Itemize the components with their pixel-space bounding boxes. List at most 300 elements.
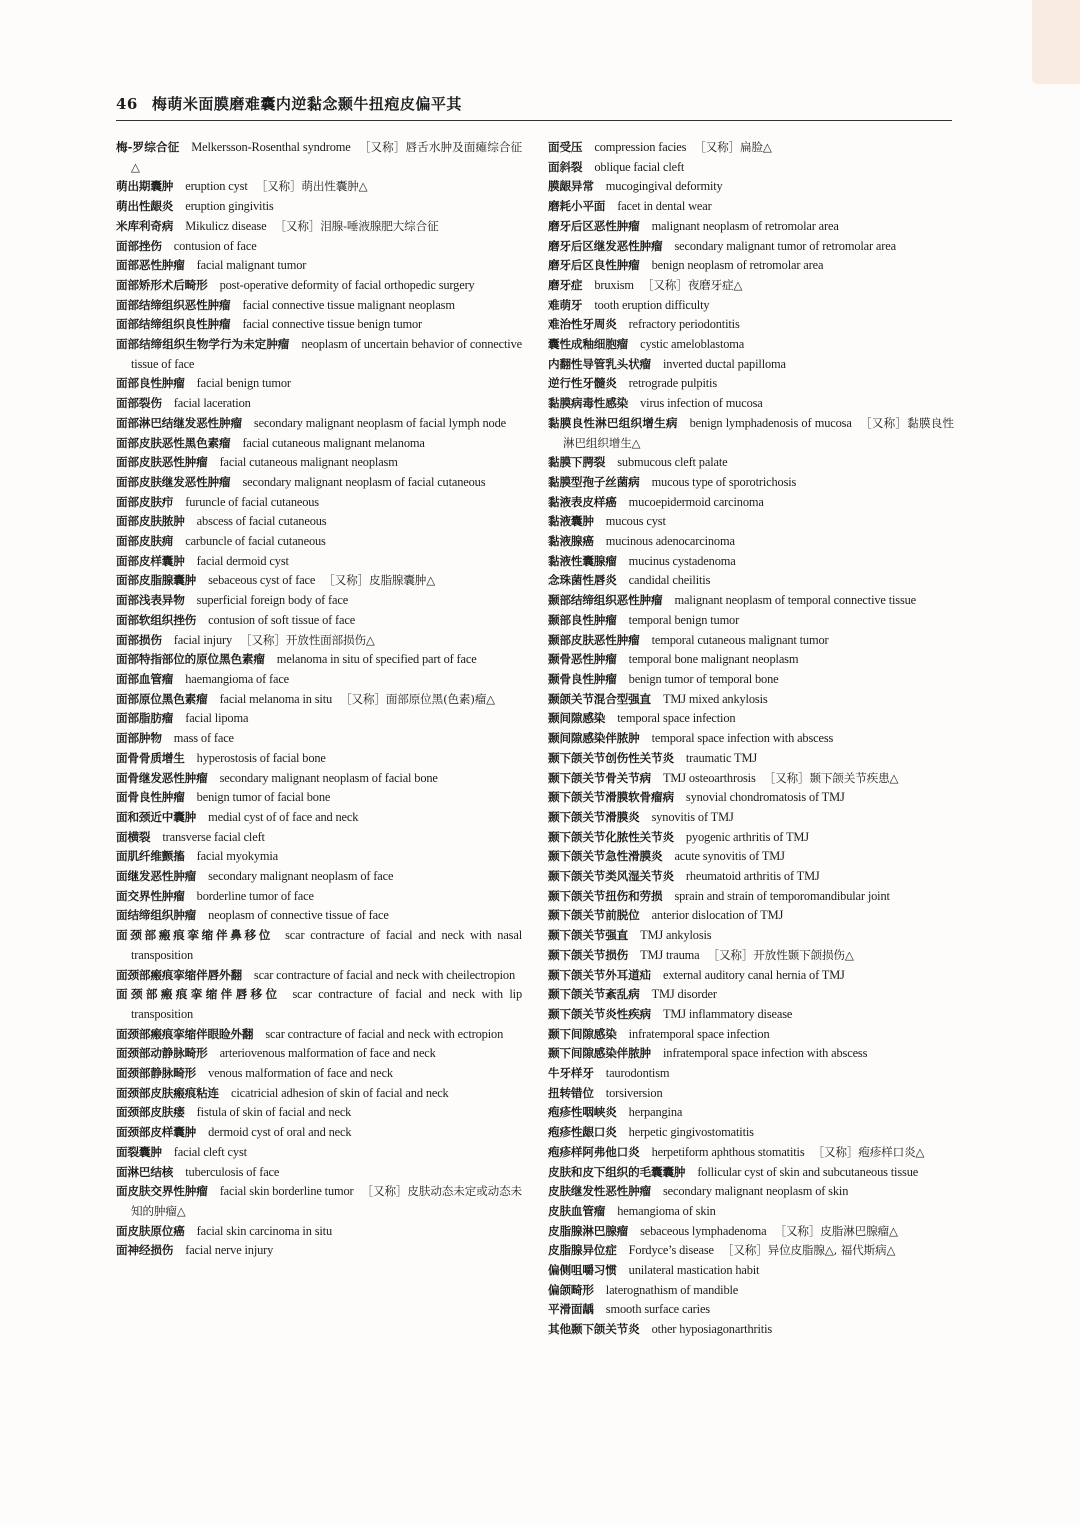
page-number: 46 (116, 95, 138, 113)
glossary-entry (548, 217, 954, 237)
glossary-entry (548, 1123, 954, 1143)
term-chinese: 颞颌关节混合型强直 (548, 691, 651, 706)
term-chinese: 皮肤和皮下组织的毛囊囊肿 (548, 1164, 686, 1179)
term-english: dermoid cyst of oral and neck (208, 1125, 352, 1140)
term-chinese: 磨牙后区恶性肿瘤 (548, 218, 640, 233)
glossary-entry (548, 1044, 954, 1064)
term-english: secondary malignant neoplasm of facial lymph node (253, 415, 506, 430)
term-chinese: 面颈部瘢痕挛缩伴唇移位 (116, 987, 281, 1002)
glossary-entry (548, 1163, 954, 1183)
term-english: facial injury (173, 632, 233, 647)
term-chinese: 磨耗小平面 (548, 199, 606, 214)
term-english: Fordyce’s disease (628, 1243, 714, 1258)
glossary-entry (548, 847, 954, 867)
term-english: facial connective tissue benign tumor (242, 317, 423, 332)
term-chinese: 颞下颌关节类风湿关节炎 (548, 869, 674, 884)
glossary-entry (116, 453, 522, 473)
term-chinese: 囊性成釉细胞瘤 (548, 337, 629, 352)
glossary-entry (116, 1103, 522, 1123)
glossary-entry (548, 1281, 954, 1301)
term-chinese: 膜龈异常 (548, 179, 594, 194)
term-english: TMJ osteoarthrosis (663, 770, 756, 785)
glossary-entry (116, 788, 522, 808)
term-english: facet in dental wear (617, 199, 712, 214)
term-english: facial skin borderline tumor (219, 1184, 354, 1199)
term-english: infratemporal space infection with abscess (663, 1046, 868, 1061)
term-chinese: 扭转错位 (548, 1085, 594, 1100)
glossary-entry (548, 591, 954, 611)
term-chinese: 颞部结缔组织恶性肿瘤 (548, 593, 663, 608)
term-chinese: 萌出期囊肿 (116, 179, 174, 194)
term-english: temporal space infection with abscess (651, 731, 834, 746)
glossary-entry (116, 1241, 522, 1261)
glossary-entry (116, 828, 522, 848)
term-chinese: 疱疹样阿弗他口炎 (548, 1144, 640, 1159)
term-english: torsiversion (605, 1085, 663, 1100)
term-english: tuberculosis of face (185, 1164, 280, 1179)
term-english: facial dermoid cyst (196, 553, 289, 568)
term-alias-note: ［又称］开放性面部损伤△ (240, 632, 375, 647)
glossary-entry (548, 926, 954, 946)
term-english: virus infection of mucosa (640, 396, 763, 411)
running-title: 梅萌米面膜磨难囊内逆黏念颞牛扭疱皮偏平其 (151, 95, 462, 113)
term-chinese: 颞下颌关节创伤性关节炎 (548, 750, 674, 765)
glossary-entry (116, 1182, 522, 1221)
term-chinese: 逆行性牙髓炎 (548, 376, 617, 391)
term-chinese: 黏膜良性淋巴组织增生病 (548, 415, 678, 430)
glossary-entry (548, 532, 954, 552)
term-chinese: 面淋巴结核 (116, 1164, 174, 1179)
term-english: TMJ inflammatory disease (663, 1006, 793, 1021)
glossary-entry (548, 1064, 954, 1084)
glossary-entry (116, 709, 522, 729)
term-english: sebaceous cyst of face (208, 573, 316, 588)
term-english: superficial foreign body of face (196, 593, 349, 608)
glossary-entry (548, 709, 954, 729)
term-english: facial laceration (173, 396, 251, 411)
glossary-entry (116, 414, 522, 434)
glossary-entry (116, 434, 522, 454)
glossary-entry (548, 749, 954, 769)
glossary-entry (548, 197, 954, 217)
term-chinese: 难治性牙周炎 (548, 317, 617, 332)
term-chinese: 面部挫伤 (116, 238, 162, 253)
term-english: facial myokymia (196, 849, 279, 864)
glossary-entry (116, 1084, 522, 1104)
term-chinese: 面部皮肤疖 (116, 494, 174, 509)
glossary-entry (116, 374, 522, 394)
term-chinese: 面骨良性肿瘤 (116, 790, 185, 805)
glossary-entry (116, 493, 522, 513)
term-chinese: 面皮肤交界性肿瘤 (116, 1184, 208, 1199)
term-chinese: 面部原位黑色素瘤 (116, 691, 208, 706)
term-english: borderline tumor of face (196, 888, 314, 903)
term-chinese: 面部浅表异物 (116, 593, 185, 608)
term-chinese: 面骨继发恶性肿瘤 (116, 770, 208, 785)
term-english: mucinus cystadenoma (628, 553, 736, 568)
glossary-entry (548, 1103, 954, 1123)
term-english: mass of face (173, 731, 234, 746)
glossary-entry (548, 473, 954, 493)
term-english: facial melanoma in situ (219, 691, 333, 706)
term-chinese: 面颈部皮样囊肿 (116, 1125, 197, 1140)
term-chinese: 面部裂伤 (116, 396, 162, 411)
term-english: neoplasm of uncertain behavior of connective tissue of face (131, 337, 522, 371)
term-english: tooth eruption difficulty (594, 297, 710, 312)
term-english: scar contracture of facial and neck with ectropion (265, 1026, 504, 1041)
glossary-entry (548, 414, 954, 453)
term-chinese: 面部肿物 (116, 731, 162, 746)
corner-tab-decoration (1032, 0, 1080, 84)
term-english: medial cyst of of face and neck (208, 809, 359, 824)
term-english: oblique facial cleft (594, 159, 685, 174)
term-chinese: 面部皮肤恶性黑色素瘤 (116, 435, 231, 450)
term-chinese: 皮脂腺异位症 (548, 1243, 617, 1258)
term-english: refractory periodontitis (628, 317, 740, 332)
term-chinese: 面部结缔组织生物学行为未定肿瘤 (116, 337, 290, 352)
term-english: scar contracture of facial and neck with cheilectropion (253, 967, 516, 982)
term-alias-note: ［又称］泪腺-唾液腺肥大综合征 (274, 218, 439, 233)
term-english: rheumatoid arthritis of TMJ (685, 869, 820, 884)
term-chinese: 颞下颌关节化脓性关节炎 (548, 829, 674, 844)
term-chinese: 颞下颌关节扭伤和劳损 (548, 888, 663, 903)
term-chinese: 黏液囊肿 (548, 514, 594, 529)
glossary-entry (116, 650, 522, 670)
glossary-entry (548, 315, 954, 335)
term-english: eruption gingivitis (185, 199, 274, 214)
term-chinese: 颞间隙感染 (548, 711, 606, 726)
term-english: benign tumor of temporal bone (628, 671, 779, 686)
term-english: secondary malignant tumor of retromolar area (674, 238, 896, 253)
term-chinese: 颞部良性肿瘤 (548, 612, 617, 627)
term-english: temporal space infection (617, 711, 736, 726)
term-english: Mikulicz disease (185, 218, 267, 233)
term-english: follicular cyst of skin and subcutaneous tissue (697, 1164, 919, 1179)
glossary-entry (548, 788, 954, 808)
term-chinese: 面部皮脂腺囊肿 (116, 573, 197, 588)
term-english: TMJ ankylosis (640, 928, 712, 943)
term-english: scar contracture of facial and neck with nasal transposition (131, 928, 522, 962)
term-english: benign lymphadenosis of mucosa (689, 415, 852, 430)
glossary-entry (116, 729, 522, 749)
term-chinese: 面颈部静脉畸形 (116, 1066, 197, 1081)
glossary-entry (116, 571, 522, 591)
term-chinese: 面部软组织挫伤 (116, 612, 197, 627)
glossary-entry (548, 158, 954, 178)
term-english: transverse facial cleft (162, 829, 265, 844)
glossary-entry (116, 237, 522, 257)
glossary-entry (548, 552, 954, 572)
term-english: cystic ameloblastoma (640, 337, 745, 352)
term-english: secondary malignant neoplasm of face (208, 869, 394, 884)
glossary-entry (116, 985, 522, 1024)
term-english: hyperostosis of facial bone (196, 750, 326, 765)
term-chinese: 颞下颌关节炎性疾病 (548, 1006, 651, 1021)
term-english: arteriovenous malformation of face and neck (219, 1046, 436, 1061)
term-chinese: 面颈部瘢痕挛缩伴鼻移位 (116, 928, 274, 943)
term-chinese: 面骨骨质增生 (116, 750, 185, 765)
glossary-entry (116, 296, 522, 316)
term-chinese: 梅-罗综合征 (116, 140, 180, 154)
term-english: herpetiform aphthous stomatitis (651, 1144, 805, 1159)
term-english: facial skin carcinoma in situ (196, 1223, 333, 1238)
glossary-entry (548, 690, 954, 710)
term-chinese: 内翻性导管乳头状瘤 (548, 356, 651, 371)
term-chinese: 米库利奇病 (116, 218, 174, 233)
term-chinese: 颞下颌关节骨关节病 (548, 770, 651, 785)
term-english: benign neoplasm of retromolar area (651, 258, 824, 273)
glossary-entry (548, 611, 954, 631)
term-alias-note: ［又称］萌出性囊肿△ (255, 179, 368, 194)
term-english: facial malignant tumor (196, 258, 307, 273)
glossary-entry (116, 1064, 522, 1084)
term-english: synovitis of TMJ (651, 809, 734, 824)
glossary-entry (116, 966, 522, 986)
term-alias-note: ［又称］夜磨牙症△ (641, 277, 743, 292)
term-english: laterognathism of mandible (605, 1282, 739, 1297)
term-chinese: 萌出性龈炎 (116, 199, 174, 214)
term-chinese: 颞骨良性肿瘤 (548, 671, 617, 686)
term-chinese: 面横裂 (116, 829, 151, 844)
glossary-entry (116, 394, 522, 414)
glossary-entry (116, 335, 522, 374)
glossary-entry (116, 1222, 522, 1242)
glossary-entry (548, 729, 954, 749)
glossary-entry (116, 256, 522, 276)
glossary-entry (548, 1261, 954, 1281)
glossary-entry (116, 690, 522, 710)
term-chinese: 磨牙后区良性肿瘤 (548, 258, 640, 273)
term-alias-note: ［又称］皮肤动态未定或动态未知的肿瘤△ (131, 1184, 522, 1218)
term-english: facial cleft cyst (173, 1144, 247, 1159)
glossary-entry (548, 493, 954, 513)
term-english: submucous cleft palate (617, 455, 728, 470)
term-chinese: 面部结缔组织良性肿瘤 (116, 317, 231, 332)
term-chinese: 面交界性肿瘤 (116, 888, 185, 903)
header-rule (116, 120, 952, 121)
term-english: facial cutaneous malignant neoplasm (219, 455, 398, 470)
glossary-entry (116, 512, 522, 532)
term-english: herpangina (628, 1105, 683, 1120)
term-english: hemangioma of skin (617, 1203, 716, 1218)
term-alias-note: ［又称］皮脂淋巴腺瘤△ (774, 1223, 898, 1238)
term-english: external auditory canal hernia of TMJ (663, 967, 845, 982)
term-english: taurodontism (605, 1066, 670, 1081)
glossary-entry (548, 1241, 954, 1261)
term-chinese: 颞间隙感染伴脓肿 (548, 731, 640, 746)
glossary-entry (548, 571, 954, 591)
term-chinese: 颞下颌关节紊乱病 (548, 987, 640, 1002)
glossary-entry (548, 1202, 954, 1222)
glossary-entry (116, 887, 522, 907)
term-english: Melkersson-Rosenthal syndrome (191, 140, 351, 154)
term-chinese: 颞下间隙感染伴脓肿 (548, 1046, 651, 1061)
term-english: sebaceous lymphadenoma (640, 1223, 767, 1238)
term-alias-note: ［又称］颞下颌关节疾患△ (763, 770, 899, 785)
glossary-entry (548, 256, 954, 276)
term-chinese: 牛牙样牙 (548, 1066, 594, 1081)
term-chinese: 疱疹性龈口炎 (548, 1125, 617, 1140)
term-chinese: 颞下间隙感染 (548, 1026, 617, 1041)
term-chinese: 平滑面龋 (548, 1302, 594, 1317)
glossary-entry (116, 670, 522, 690)
term-english: retrograde pulpitis (628, 376, 718, 391)
glossary-entry (548, 906, 954, 926)
term-chinese: 面皮肤原位癌 (116, 1223, 185, 1238)
glossary-entry (548, 1025, 954, 1045)
term-english: mucous cyst (605, 514, 666, 529)
term-chinese: 颞下颌关节滑膜软骨瘤病 (548, 790, 674, 805)
term-english: mucogingival deformity (605, 179, 723, 194)
term-english: furuncle of facial cutaneous (185, 494, 319, 509)
glossary-entry (548, 867, 954, 887)
term-chinese: 磨牙后区继发恶性肿瘤 (548, 238, 663, 253)
term-english: secondary malignant neoplasm of facial cutaneous (242, 474, 486, 489)
term-chinese: 面部淋巴结继发恶性肿瘤 (116, 415, 242, 430)
term-chinese: 黏膜病毒性感染 (548, 396, 629, 411)
glossary-entry (548, 512, 954, 532)
term-chinese: 面部良性肿瘤 (116, 376, 185, 391)
term-chinese: 面部皮肤痈 (116, 534, 174, 549)
glossary-entry (548, 138, 954, 158)
glossary-entry (116, 1123, 522, 1143)
glossary-entry (116, 808, 522, 828)
term-chinese: 颞下颌关节损伤 (548, 947, 629, 962)
glossary-entry (548, 1300, 954, 1320)
glossary-entry (116, 473, 522, 493)
term-english: contusion of soft tissue of face (208, 612, 356, 627)
term-english: mucous type of sporotrichosis (651, 474, 797, 489)
glossary-entry (548, 769, 954, 789)
term-chinese: 偏侧咀嚼习惯 (548, 1263, 617, 1278)
term-english: benign tumor of facial bone (196, 790, 331, 805)
term-alias-note: ［又称］开放性颞下颌损伤△ (707, 947, 854, 962)
right-column (548, 138, 954, 1340)
term-chinese: 面颈部皮肤瘘 (116, 1105, 185, 1120)
glossary-entry (548, 650, 954, 670)
glossary-entry (116, 926, 522, 965)
term-chinese: 念珠菌性唇炎 (548, 573, 617, 588)
term-english: synovial chondromatosis of TMJ (685, 790, 845, 805)
term-chinese: 面结缔组织肿瘤 (116, 908, 197, 923)
term-english: temporal cutaneous malignant tumor (651, 632, 829, 647)
glossary-entry (548, 828, 954, 848)
term-english: facial benign tumor (196, 376, 291, 391)
term-english: temporal benign tumor (628, 612, 740, 627)
term-english: malignant neoplasm of retromolar area (651, 218, 839, 233)
glossary-entry (116, 1143, 522, 1163)
term-chinese: 面部结缔组织恶性肿瘤 (116, 297, 231, 312)
term-chinese: 面颈部皮肤瘢痕粘连 (116, 1085, 219, 1100)
glossary-entry (548, 296, 954, 316)
glossary-entry (548, 1005, 954, 1025)
glossary-entry (116, 532, 522, 552)
glossary-entry (116, 217, 522, 237)
glossary-entry (548, 1182, 954, 1202)
term-english: unilateral mastication habit (628, 1263, 760, 1278)
glossary-entry (548, 276, 954, 296)
term-english: facial lipoma (185, 711, 249, 726)
term-chinese: 磨牙症 (548, 277, 583, 292)
term-chinese: 颞骨恶性肿瘤 (548, 652, 617, 667)
glossary-entry (548, 374, 954, 394)
term-english: acute synovitis of TMJ (674, 849, 785, 864)
glossary-entry (548, 335, 954, 355)
term-chinese: 面部损伤 (116, 632, 162, 647)
term-english: mucoepidermoid carcinoma (628, 494, 764, 509)
term-alias-note: ［又称］黏膜良性淋巴组织增生△ (563, 415, 954, 450)
glossary-entry (116, 749, 522, 769)
glossary-entry (116, 1025, 522, 1045)
term-english: facial cutaneous malignant melanoma (242, 435, 425, 450)
term-chinese: 黏膜型孢子丝菌病 (548, 474, 640, 489)
glossary-entry (116, 847, 522, 867)
term-english: TMJ trauma (640, 947, 700, 962)
term-english: cicatricial adhesion of skin of facial and neck (231, 1085, 449, 1100)
term-chinese: 面裂囊肿 (116, 1144, 162, 1159)
glossary-entry (548, 808, 954, 828)
term-chinese: 面部皮样囊肿 (116, 553, 185, 568)
glossary-entry (116, 769, 522, 789)
term-chinese: 面受压 (548, 140, 583, 154)
glossary-entry (548, 453, 954, 473)
term-chinese: 黏膜下腭裂 (548, 455, 606, 470)
glossary-entry (116, 552, 522, 572)
term-chinese: 面斜裂 (548, 159, 583, 174)
term-chinese: 皮脂腺淋巴腺瘤 (548, 1223, 629, 1238)
term-english: smooth surface caries (605, 1302, 710, 1317)
term-chinese: 面部脂肪瘤 (116, 711, 174, 726)
term-english: secondary malignant neoplasm of skin (663, 1184, 849, 1199)
term-english: other hyposiagonarthritis (651, 1322, 773, 1337)
term-chinese: 面神经损伤 (116, 1243, 174, 1258)
term-chinese: 面继发恶性肿瘤 (116, 869, 197, 884)
term-english: venous malformation of face and neck (208, 1066, 393, 1081)
term-chinese: 颞下颌关节滑膜炎 (548, 809, 640, 824)
glossary-entry (548, 394, 954, 414)
term-english: pyogenic arthritis of TMJ (685, 829, 809, 844)
term-chinese: 面颈部瘢痕挛缩伴眼睑外翻 (116, 1026, 254, 1041)
glossary-entry (548, 966, 954, 986)
running-head (116, 93, 952, 114)
term-english: candidal cheilitis (628, 573, 711, 588)
term-english: facial connective tissue malignant neoplasm (242, 297, 455, 312)
glossary-entry (548, 887, 954, 907)
term-english: post-operative deformity of facial orthopedic surgery (219, 277, 475, 292)
glossary-entry (116, 631, 522, 651)
term-chinese: 面部皮肤脓肿 (116, 514, 185, 529)
term-english: sprain and strain of temporomandibular joint (674, 888, 890, 903)
term-english: herpetic gingivostomatitis (628, 1125, 754, 1140)
glossary-entry (116, 591, 522, 611)
term-chinese: 疱疹性咽峡炎 (548, 1105, 617, 1120)
glossary-entry (548, 670, 954, 690)
term-chinese: 皮肤血管瘤 (548, 1203, 606, 1218)
term-chinese: 面肌纤维颤搐 (116, 849, 185, 864)
term-chinese: 面和颈近中囊肿 (116, 809, 197, 824)
term-alias-note: ［又称］唇舌水肿及面瘫综合征△ (131, 140, 522, 174)
glossary-entry (548, 1222, 954, 1242)
glossary-entry (116, 315, 522, 335)
term-alias-note: ［又称］面部原位黑(色素)瘤△ (340, 691, 495, 706)
term-english: facial nerve injury (185, 1243, 274, 1258)
term-english: neoplasm of connective tissue of face (208, 908, 389, 923)
glossary-entry (116, 197, 522, 217)
term-chinese: 黏液腺癌 (548, 534, 594, 549)
term-chinese: 面颈部瘢痕挛缩伴唇外翻 (116, 967, 242, 982)
glossary-entry (548, 1320, 954, 1340)
term-english: malignant neoplasm of temporal connective tissue (674, 593, 917, 608)
